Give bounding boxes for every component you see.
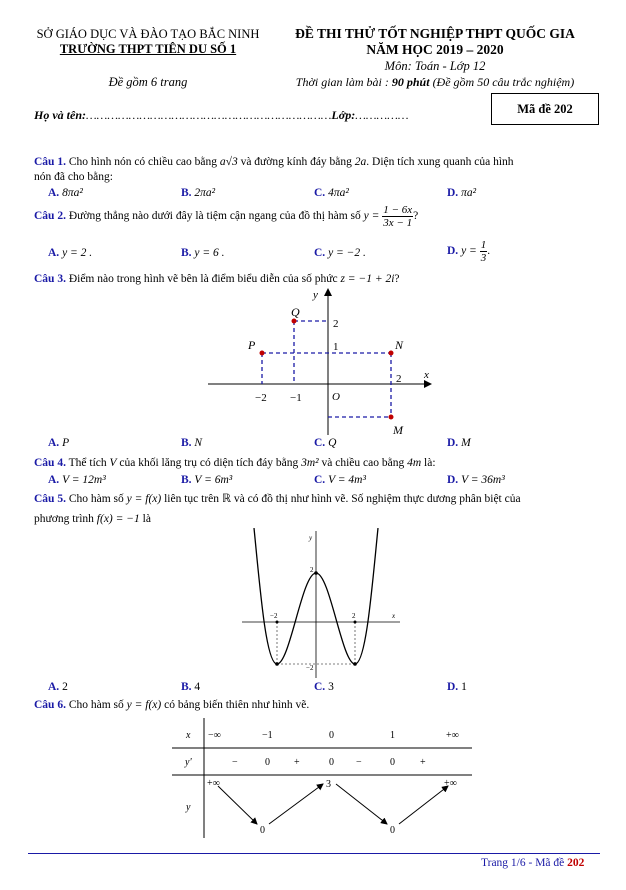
x-value: 1 [390, 730, 395, 741]
option-value: 4πa² [328, 187, 349, 199]
option-value: y = 2 . [62, 247, 93, 259]
x-value: −1 [262, 730, 273, 741]
point-m [389, 415, 394, 420]
q6-math-a: y = f(x) [126, 699, 162, 711]
question-5 [34, 491, 521, 505]
question-3-label: Câu 3. [34, 273, 66, 285]
option-letter: C. [314, 437, 326, 449]
question-4 [34, 457, 436, 469]
q2-fraction [382, 204, 413, 229]
q5-math-a: y = f(x) [126, 493, 162, 505]
row-x-label: x [186, 730, 191, 741]
option-value: V = 6m³ [194, 474, 233, 486]
point-p-label: P [248, 338, 256, 352]
q4-text-c: và chiều cao bằng [318, 457, 408, 469]
point-min-left [275, 662, 279, 666]
option-value: V = 36m³ [461, 474, 505, 486]
option-value: V = 12m³ [62, 474, 106, 486]
q3-option-a[interactable] [48, 437, 69, 449]
option-letter: B. [181, 681, 192, 693]
option-value: N [194, 437, 203, 449]
option-value: y = 6 . [194, 247, 225, 259]
question-1-line-2: nón đã cho bằng: [34, 171, 113, 183]
q1-text-c: . Diện tích xung quanh của hình [366, 156, 514, 168]
sign: + [294, 757, 300, 768]
q4-option-d[interactable] [447, 474, 505, 486]
tick-x-minus-1: −1 [290, 392, 302, 404]
tick-x-2: 2 [396, 373, 402, 385]
y-value-max: 3 [326, 779, 331, 790]
class-field[interactable]: …………… [355, 108, 409, 122]
arrow-increase-1 [269, 784, 323, 824]
option-letter: B. [181, 187, 192, 199]
q5-text-a: Cho hàm số [68, 493, 127, 505]
option-value: 8πa² [62, 187, 83, 199]
question-4-label: Câu 4. [34, 457, 66, 469]
time-prefix: Thời gian làm bài : [295, 75, 392, 89]
option-letter: C. [314, 187, 326, 199]
department-name: SỞ GIÁO DỤC VÀ ĐÀO TẠO BẮC NINH [36, 27, 260, 41]
sign: 0 [390, 757, 395, 768]
q2-denominator: 3x − 1 [383, 217, 413, 229]
arrow-increase-2 [399, 786, 448, 824]
subject-line: Môn: Toán - Lớp 12 [384, 59, 486, 73]
q1-math-a: a√3 [219, 156, 238, 168]
point-x-minus-2 [276, 621, 279, 624]
question-3 [34, 273, 400, 285]
q3-tail: ? [394, 273, 400, 285]
option-letter: A. [48, 247, 60, 259]
exam-title: ĐỀ THI THỬ TỐT NGHIỆP THPT QUỐC GIA [295, 26, 575, 41]
q1-math-b: 2a [354, 156, 367, 168]
point-m-label: M [393, 423, 403, 437]
q4-text-b: của khối lăng trụ có diện tích đáy bằng [116, 457, 302, 469]
question-5-line-2 [34, 513, 151, 525]
name-label: Họ và tên: [34, 108, 86, 122]
row-y-label: y [186, 802, 191, 813]
q2-option-d[interactable] [447, 239, 490, 264]
q3-option-c[interactable] [314, 437, 336, 449]
page-footer [481, 857, 584, 869]
sign: − [232, 757, 238, 768]
option-letter: C. [314, 681, 326, 693]
school-name: TRƯỜNG THPT TIÊN DU SỐ 1 [59, 42, 237, 56]
option-letter: D. [447, 474, 459, 486]
time-line [270, 75, 600, 90]
q3-option-b[interactable] [181, 437, 202, 449]
y-value-min-2: 0 [390, 825, 395, 836]
student-info-line [34, 108, 409, 123]
question-6 [34, 699, 309, 711]
q5-text-b: liên tục trên [161, 493, 222, 505]
option-letter: A. [48, 474, 60, 486]
y-value-min-1: 0 [260, 825, 265, 836]
tick-x-minus-2: −2 [255, 392, 267, 404]
arrow-decrease-2 [336, 784, 387, 824]
q2-text: Đường thẳng nào dưới đây là tiệm cận ngang của đồ thị hàm số [68, 210, 364, 223]
label-x-minus-2: −2 [270, 612, 278, 620]
q2-option-a[interactable] [48, 247, 92, 259]
q1-text-a: Cho hình nón có chiều cao bằng [68, 156, 220, 168]
q6-text-a: Cho hàm số [68, 699, 127, 711]
point-q [292, 319, 297, 324]
point-p [260, 351, 265, 356]
option-letter: D. [447, 245, 459, 258]
option-value: 4 [194, 681, 201, 693]
function-graph-figure [240, 528, 405, 680]
question-2 [34, 204, 418, 229]
row-yprime-label: y' [185, 757, 192, 768]
q1-option-b[interactable] [181, 187, 215, 199]
tick-y-2: 2 [333, 318, 339, 330]
point-min-right [353, 662, 357, 666]
q4-math-c: 4m [407, 457, 422, 469]
complex-plane-figure [200, 285, 440, 440]
point-q-label: Q [291, 305, 300, 319]
q5-line2-math: f(x) = −1 [96, 513, 140, 525]
option-letter: D. [447, 437, 459, 449]
q2-numerator: 1 − 6x [383, 204, 413, 216]
option-letter: B. [181, 437, 192, 449]
q5-math-b: ℝ [221, 493, 232, 505]
point-n [389, 351, 394, 356]
sign: − [356, 757, 362, 768]
point-n-label: N [395, 338, 404, 352]
class-label: Lớp: [331, 108, 356, 122]
sign: + [420, 757, 426, 768]
q2-func-prefix: y = [363, 210, 380, 223]
point-x-2 [354, 621, 357, 624]
option-letter: C. [314, 247, 326, 259]
y-axis-label: y [313, 289, 318, 301]
q2-d-denominator: 3 [480, 252, 487, 264]
q4-math-a: V [109, 457, 117, 469]
time-value: 90 phút [391, 75, 430, 89]
option-value: M [461, 437, 471, 449]
q4-option-c[interactable] [314, 474, 366, 486]
question-5-label: Câu 5. [34, 493, 66, 505]
arrow-decrease-1 [218, 786, 257, 824]
x-value: −∞ [208, 730, 221, 741]
point-max [314, 571, 318, 575]
option-letter: D. [447, 681, 459, 693]
label-x-2: 2 [352, 612, 356, 620]
option-value: V = 4m³ [328, 474, 366, 486]
q4-text-d: là: [421, 457, 436, 469]
label-y-2: 2 [310, 566, 314, 574]
option-letter: B. [181, 247, 192, 259]
q2-d-tail: . [487, 245, 491, 258]
option-letter: D. [447, 187, 459, 199]
label-y-minus-2: −2 [306, 664, 314, 672]
option-letter: B. [181, 474, 192, 486]
q3-option-d[interactable] [447, 437, 471, 449]
option-value: 2πa² [194, 187, 216, 199]
option-value: y = −2 . [328, 247, 366, 259]
x-axis-label: x [424, 369, 429, 381]
option-value: πa² [461, 187, 477, 199]
option-letter: A. [48, 681, 60, 693]
y-value-top-right: +∞ [444, 778, 457, 789]
q1-option-a[interactable] [48, 187, 83, 199]
option-value-prefix: y = [461, 245, 477, 258]
q3-math: z = −1 + 2i [340, 273, 395, 285]
question-1-label: Câu 1. [34, 156, 66, 168]
question-6-label: Câu 6. [34, 699, 66, 711]
page-count: Đề gồm 6 trang [108, 75, 188, 89]
q2-option-b[interactable] [181, 247, 225, 259]
question-1 [34, 156, 514, 168]
exam-code-box: Mã đề 202 [491, 93, 599, 125]
q5-text-c: và có đồ thị như hình vẽ. Số nghiệm thực dương phân biệt của [231, 493, 521, 505]
footer-text: Trang 1/6 - Mã đề [481, 857, 568, 869]
x-axis-label: x [392, 612, 396, 620]
q2-d-numerator: 1 [480, 239, 487, 251]
option-value: 1 [461, 681, 467, 693]
q5-option-d[interactable] [447, 681, 467, 693]
q5-line2-b: là [139, 513, 151, 525]
school-year: NĂM HỌC 2019 – 2020 [366, 42, 504, 57]
option-value: P [62, 437, 70, 449]
q4-option-a[interactable] [48, 474, 106, 486]
option-value: 3 [328, 681, 334, 693]
option-letter: A. [48, 187, 60, 199]
q3-text: Điểm nào trong hình vẽ bên là điểm biểu diễn của số phức [68, 273, 341, 285]
q4-text-a: Thể tích [68, 457, 110, 469]
variation-table [172, 718, 472, 838]
q4-math-b: 3m² [301, 457, 319, 469]
q4-option-b[interactable] [181, 474, 232, 486]
q6-text-b: có bảng biến thiên như hình vẽ. [161, 699, 310, 711]
q1-option-c[interactable] [314, 187, 349, 199]
q1-option-d[interactable] [447, 187, 476, 199]
option-value: 2 [62, 681, 68, 693]
option-letter: A. [48, 437, 60, 449]
x-value: +∞ [446, 730, 459, 741]
q1-text-b: và đường kính đáy bằng [237, 156, 355, 168]
question-2-label: Câu 2. [34, 210, 66, 223]
x-value: 0 [329, 730, 334, 741]
q2-tail: ? [413, 210, 419, 223]
tick-y-1: 1 [333, 341, 339, 353]
name-field[interactable]: …………………………………………………………… [86, 108, 332, 122]
y-axis-label: y [309, 534, 313, 542]
y-value-top-left: +∞ [207, 778, 220, 789]
q5-option-a[interactable] [48, 681, 68, 693]
sign: 0 [329, 757, 334, 768]
footer-code: 202 [567, 857, 585, 869]
origin-label: O [332, 391, 340, 403]
q5-option-b[interactable] [181, 681, 200, 693]
sign: 0 [265, 757, 270, 768]
time-suffix: (Đề gồm 50 câu trắc nghiệm) [429, 75, 575, 89]
footer-divider [28, 853, 600, 854]
option-value: Q [328, 437, 337, 449]
q5-line2-a: phương trình [34, 513, 97, 525]
q5-option-c[interactable] [314, 681, 334, 693]
q2-option-c[interactable] [314, 247, 366, 259]
option-letter: C. [314, 474, 326, 486]
